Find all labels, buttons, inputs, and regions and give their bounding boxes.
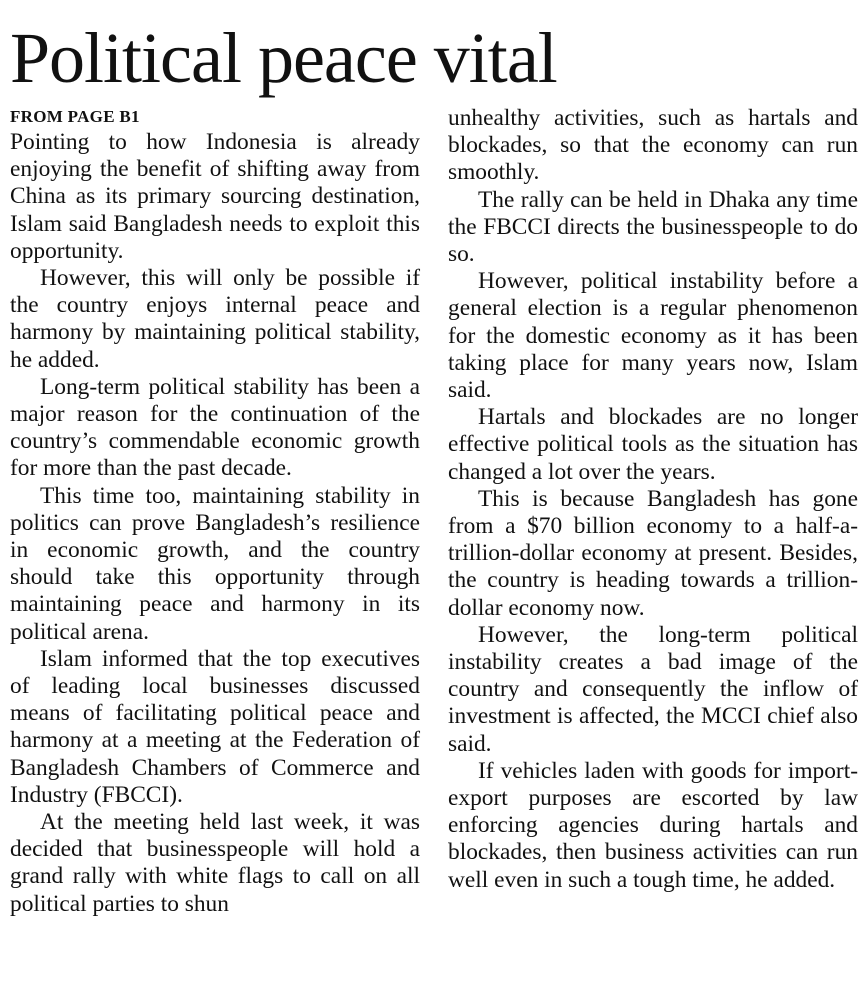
article-column-right bbox=[448, 105, 858, 894]
paragraph: Islam informed that the top executives of leading local businesses discussed means of facilitating political peace and harmony at a meeting at the Federation of Bangladesh Chambers of Commerce and Industry (FBCCI). bbox=[10, 645, 420, 808]
paragraph: This is because Bangladesh has gone from a $70 billion economy to a half-a-trillion-dollar economy at present. Besides, the country is heading towards a trillion-dollar economy now. bbox=[448, 485, 858, 621]
paragraph: The rally can be held in Dhaka any time the FBCCI directs the businesspeople to do so. bbox=[448, 186, 858, 268]
paragraph: Hartals and blockades are no longer effective political tools as the situation has changed a lot over the years. bbox=[448, 404, 858, 485]
paragraph: At the meeting held last week, it was decided that businesspeople will hold a grand rally with white flags to call on all political parties to shun bbox=[10, 809, 420, 917]
paragraph: This time too, maintaining stability in politics can prove Bangladesh’s resilience in economic growth, and the country should take this opportunity through maintaining peace and harmony in its political arena. bbox=[10, 482, 420, 645]
paragraph: If vehicles laden with goods for import-export purposes are escorted by law enforcing agencies during hartals and blockades, then business activities can run well even in such a tough time, he added. bbox=[448, 757, 858, 893]
headline: Political peace vital bbox=[10, 18, 557, 98]
paragraph: However, political instability before a general election is a regular phenomenon for the domestic economy as it has been taking place for many years now, Islam said. bbox=[448, 268, 858, 404]
article-column-left bbox=[10, 105, 420, 918]
paragraph: Long-term political stability has been a major reason for the continuation of the country’s commendable economic growth for more than the past decade. bbox=[10, 373, 420, 482]
continuation-kicker: FROM PAGE B1 bbox=[10, 107, 140, 126]
paragraph: However, the long-term political instability creates a bad image of the country and consequently the inflow of investment is affected, the MCCI chief also said. bbox=[448, 621, 858, 757]
paragraph: However, this will only be possible if the country enjoys internal peace and harmony by maintaining political stability, he added. bbox=[10, 265, 420, 373]
paragraph: unhealthy activities, such as hartals and blockades, so that the economy can run smoothly. bbox=[448, 105, 858, 186]
paragraph: Pointing to how Indonesia is already enjoying the benefit of shifting away from China as its primary sourcing destination, Islam said Bangladesh needs to exploit this opportunity. bbox=[10, 129, 420, 264]
